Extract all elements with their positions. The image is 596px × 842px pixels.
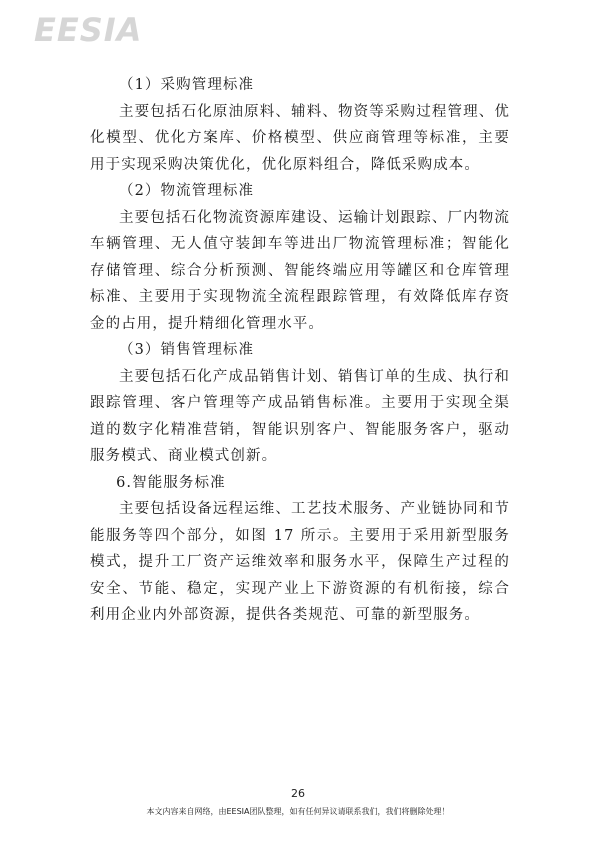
footer-disclaimer: 本文内容来自网络，由EESIA团队整理，如有任何异议请联系我们，我们将删除处理！ [146, 807, 450, 816]
section-heading-procurement: （1）采购管理标准 [119, 77, 255, 93]
eesia-logo: EESIA [34, 11, 143, 49]
document-body [90, 72, 510, 629]
section-heading-sales: （3）销售管理标准 [119, 342, 255, 358]
section-body-logistics: 主要包括石化物流资源库建设、运输计划跟踪、厂内物流车辆管理、无人值守装卸车等进出厂物流管理标准；智能化存储管理、综合分析预测、智能终端应用等罐区和仓库管理标准、主要用于实现物流全流程跟踪管理，有效降低库存资金的占用，提升精细化管理水平。 [90, 209, 510, 332]
section-heading-smart-service: 6.智能服务标准 [116, 474, 226, 491]
section-body-sales: 主要包括石化产成品销售计划、销售订单的生成、执行和跟踪管理、客户管理等产成品销售标准。主要用于实现全渠道的数字化精准营销，智能识别客户、智能服务客户，驱动服务模式、商业模式创新。 [90, 368, 510, 464]
section-heading-logistics: （2）物流管理标准 [119, 183, 255, 199]
section-body-smart-service: 主要包括设备远程运维、工艺技术服务、产业链协同和节能服务等四个部分，如图 17 所示。主要用于采用新型服务模式，提升工厂资产运维效率和服务水平，保障生产过程的安全、节能、稳定，实现产业上下游资源的有机衔接，综合利用企业内外部资源，提供各类规范、可靠的新型服务。 [90, 501, 510, 623]
page-number: 26 [291, 787, 305, 800]
section-body-procurement: 主要包括石化原油原料、辅料、物资等采购过程管理、优化模型、优化方案库、价格模型、供应商管理等标准，主要用于实现采购决策优化，优化原料组合，降低采购成本。 [90, 103, 510, 173]
